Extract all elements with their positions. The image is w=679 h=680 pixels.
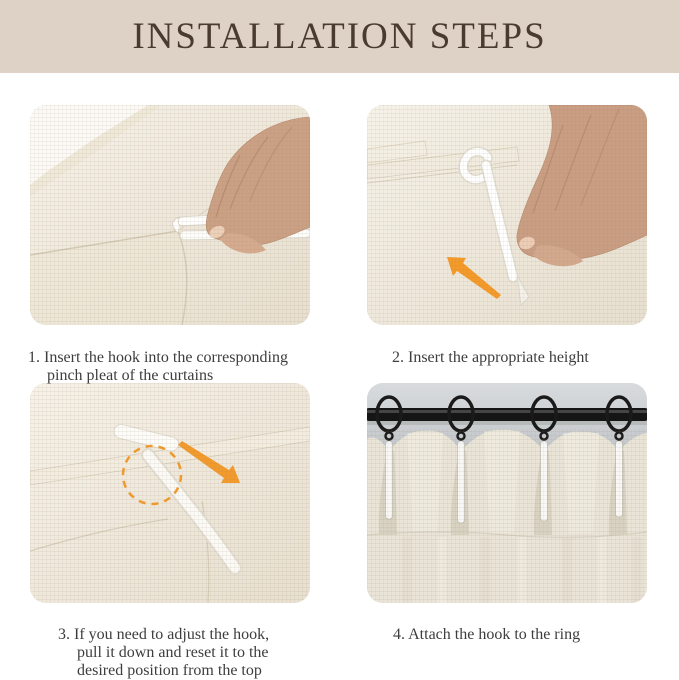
step4-illustration bbox=[367, 383, 647, 603]
step2-photo bbox=[367, 105, 647, 325]
step2-caption bbox=[392, 349, 589, 367]
caption-line: 2. Insert the appropriate height bbox=[392, 349, 589, 366]
step4-photo bbox=[367, 383, 647, 603]
step2-illustration bbox=[367, 105, 647, 325]
linen-texture-overlay bbox=[30, 383, 310, 603]
curtain-rod bbox=[367, 408, 647, 421]
step1-photo bbox=[30, 105, 310, 325]
step3-illustration bbox=[30, 383, 310, 603]
caption-line: desired position from the top bbox=[77, 662, 262, 679]
caption-line: 1. Insert the hook into the corresponding bbox=[28, 349, 288, 366]
caption-line: 3. If you need to adjust the hook, bbox=[58, 626, 270, 643]
linen-texture-overlay bbox=[367, 429, 647, 603]
caption-line: pinch pleat of the curtains bbox=[47, 367, 214, 384]
header-banner bbox=[0, 0, 679, 73]
step3-photo bbox=[30, 383, 310, 603]
curtain-rod-highlight bbox=[367, 410, 647, 413]
caption-line: pull it down and reset it to the bbox=[77, 644, 269, 661]
step3-caption bbox=[58, 626, 269, 680]
rod-shadow bbox=[367, 421, 647, 425]
step1-caption bbox=[28, 349, 288, 385]
step4-caption bbox=[393, 626, 580, 644]
caption-line: 4. Attach the hook to the ring bbox=[393, 626, 581, 643]
linen-texture-overlay bbox=[367, 105, 647, 325]
linen-texture-overlay bbox=[30, 105, 310, 325]
page-title: INSTALLATION STEPS bbox=[132, 16, 547, 57]
step1-illustration bbox=[30, 105, 310, 325]
